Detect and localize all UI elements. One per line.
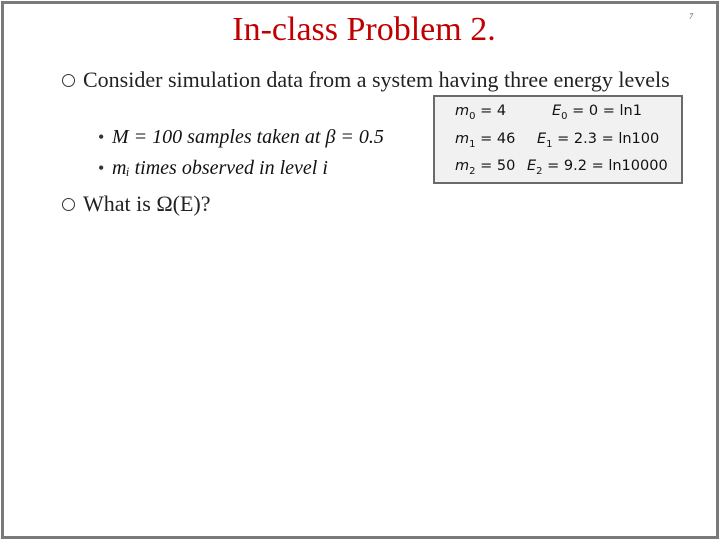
table-cell-m2: $m_2 = 50$: [455, 158, 516, 177]
bullet-text: Consider simulation data from a system having three energy levels: [83, 67, 670, 92]
energy-table: [433, 95, 683, 184]
circle-bullet-icon: [62, 198, 75, 211]
bullet-question: [62, 190, 462, 218]
dot-bullet-icon: •: [98, 158, 105, 178]
table-cell-e2: $E_2 = 9.2 = \ln 10000$: [527, 158, 668, 177]
circle-bullet-icon: [62, 74, 75, 87]
dot-bullet-icon: •: [98, 127, 105, 147]
table-cell-e1: $E_1 = 2.3 = \ln 100$: [537, 131, 660, 150]
sub-bullet-text: mᵢ times observed in level i: [112, 157, 328, 179]
bullet-text: What is Ω(E)?: [83, 191, 211, 216]
sub-bullet-times: [98, 157, 328, 180]
bullet-consider: [62, 66, 682, 94]
table-cell-m0: $m_0 = 4$: [455, 103, 507, 122]
sub-bullet-text: M = 100 samples taken at β = 0.5: [112, 126, 384, 148]
slide-title: In-class Problem 2.: [232, 11, 496, 48]
sub-bullet-samples: [98, 126, 384, 149]
table-cell-m1: $m_1 = 46$: [455, 131, 516, 150]
page-number: 7: [689, 12, 693, 21]
table-cell-e0: $E_0 = 0 = \ln 1$: [552, 103, 642, 122]
